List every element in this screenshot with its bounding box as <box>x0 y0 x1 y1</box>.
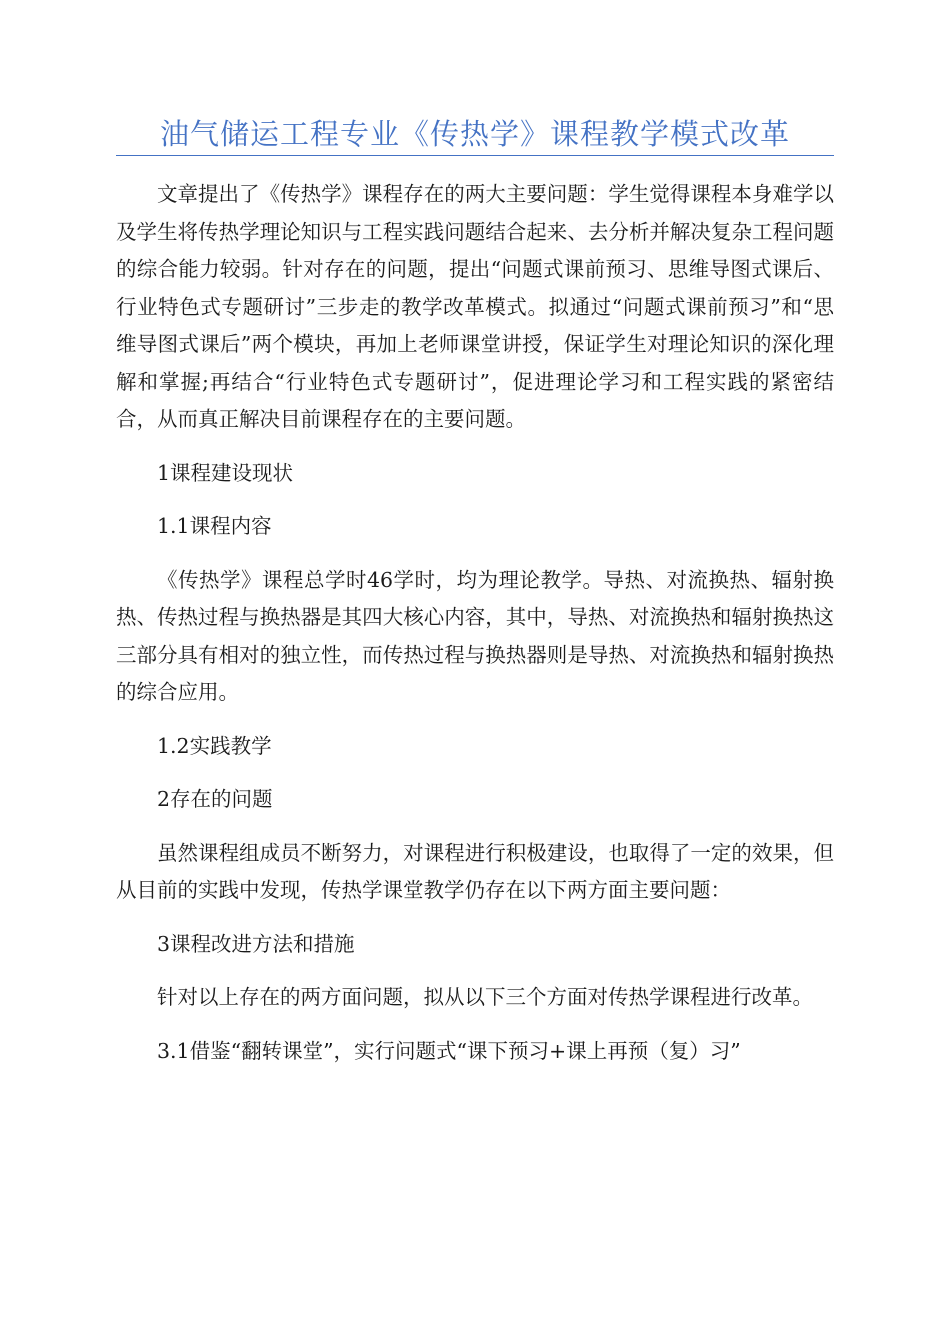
paragraph-abstract: 文章提出了《传热学》课程存在的两大主要问题：学生觉得课程本身难学以及学生将传热学理论知识与工程实践问题结合起来、去分析并解决复杂工程问题的综合能力较弱。针对存在的问题，提出“问题式课前预习、思维导图式课后、行业特色式专题研讨”三步走的教学改革模式。拟通过“问题式课前预习”和“思维导图式课后”两个模块，再加上老师课堂讲授，保证学生对理论知识的深化理解和掌握;再结合“行业特色式专题研讨”，促进理论学习和工程实践的紧密结合，从而真正解决目前课程存在的主要问题。 <box>116 182 834 431</box>
section-heading-3-1: 3.1借鉴“翻转课堂”，实行问题式“课下预习+课上再预（复）习” <box>157 1038 741 1063</box>
paragraph-improvements: 针对以上存在的两方面问题，拟从以下三个方面对传热学课程进行改革。 <box>157 985 813 1009</box>
section-heading-1-2: 1.2实践教学 <box>157 733 272 758</box>
paragraph-course-content: 《传热学》课程总学时46学时，均为理论教学。导热、对流换热、辐射换热、传热过程与换热器是其四大核心内容，其中，导热、对流换热和辐射换热这三部分具有相对的独立性，而传热过程与换热器则是导热、对流换热和辐射换热的综合应用。 <box>116 567 834 704</box>
section-heading-3: 3课程改进方法和措施 <box>157 931 355 956</box>
section-heading-1: 1课程建设现状 <box>157 460 294 485</box>
title-underline <box>116 155 834 156</box>
section-heading-2: 2存在的问题 <box>157 787 273 811</box>
document-title: 油气储运工程专业《传热学》课程教学模式改革 <box>159 117 790 151</box>
paragraph-problems: 虽然课程组成员不断努力，对课程进行积极建设，也取得了一定的效果，但从目前的实践中发现，传热学课堂教学仍存在以下两方面主要问题： <box>116 840 834 902</box>
document-body <box>116 176 834 1086</box>
section-heading-1-1: 1.1课程内容 <box>157 514 272 538</box>
